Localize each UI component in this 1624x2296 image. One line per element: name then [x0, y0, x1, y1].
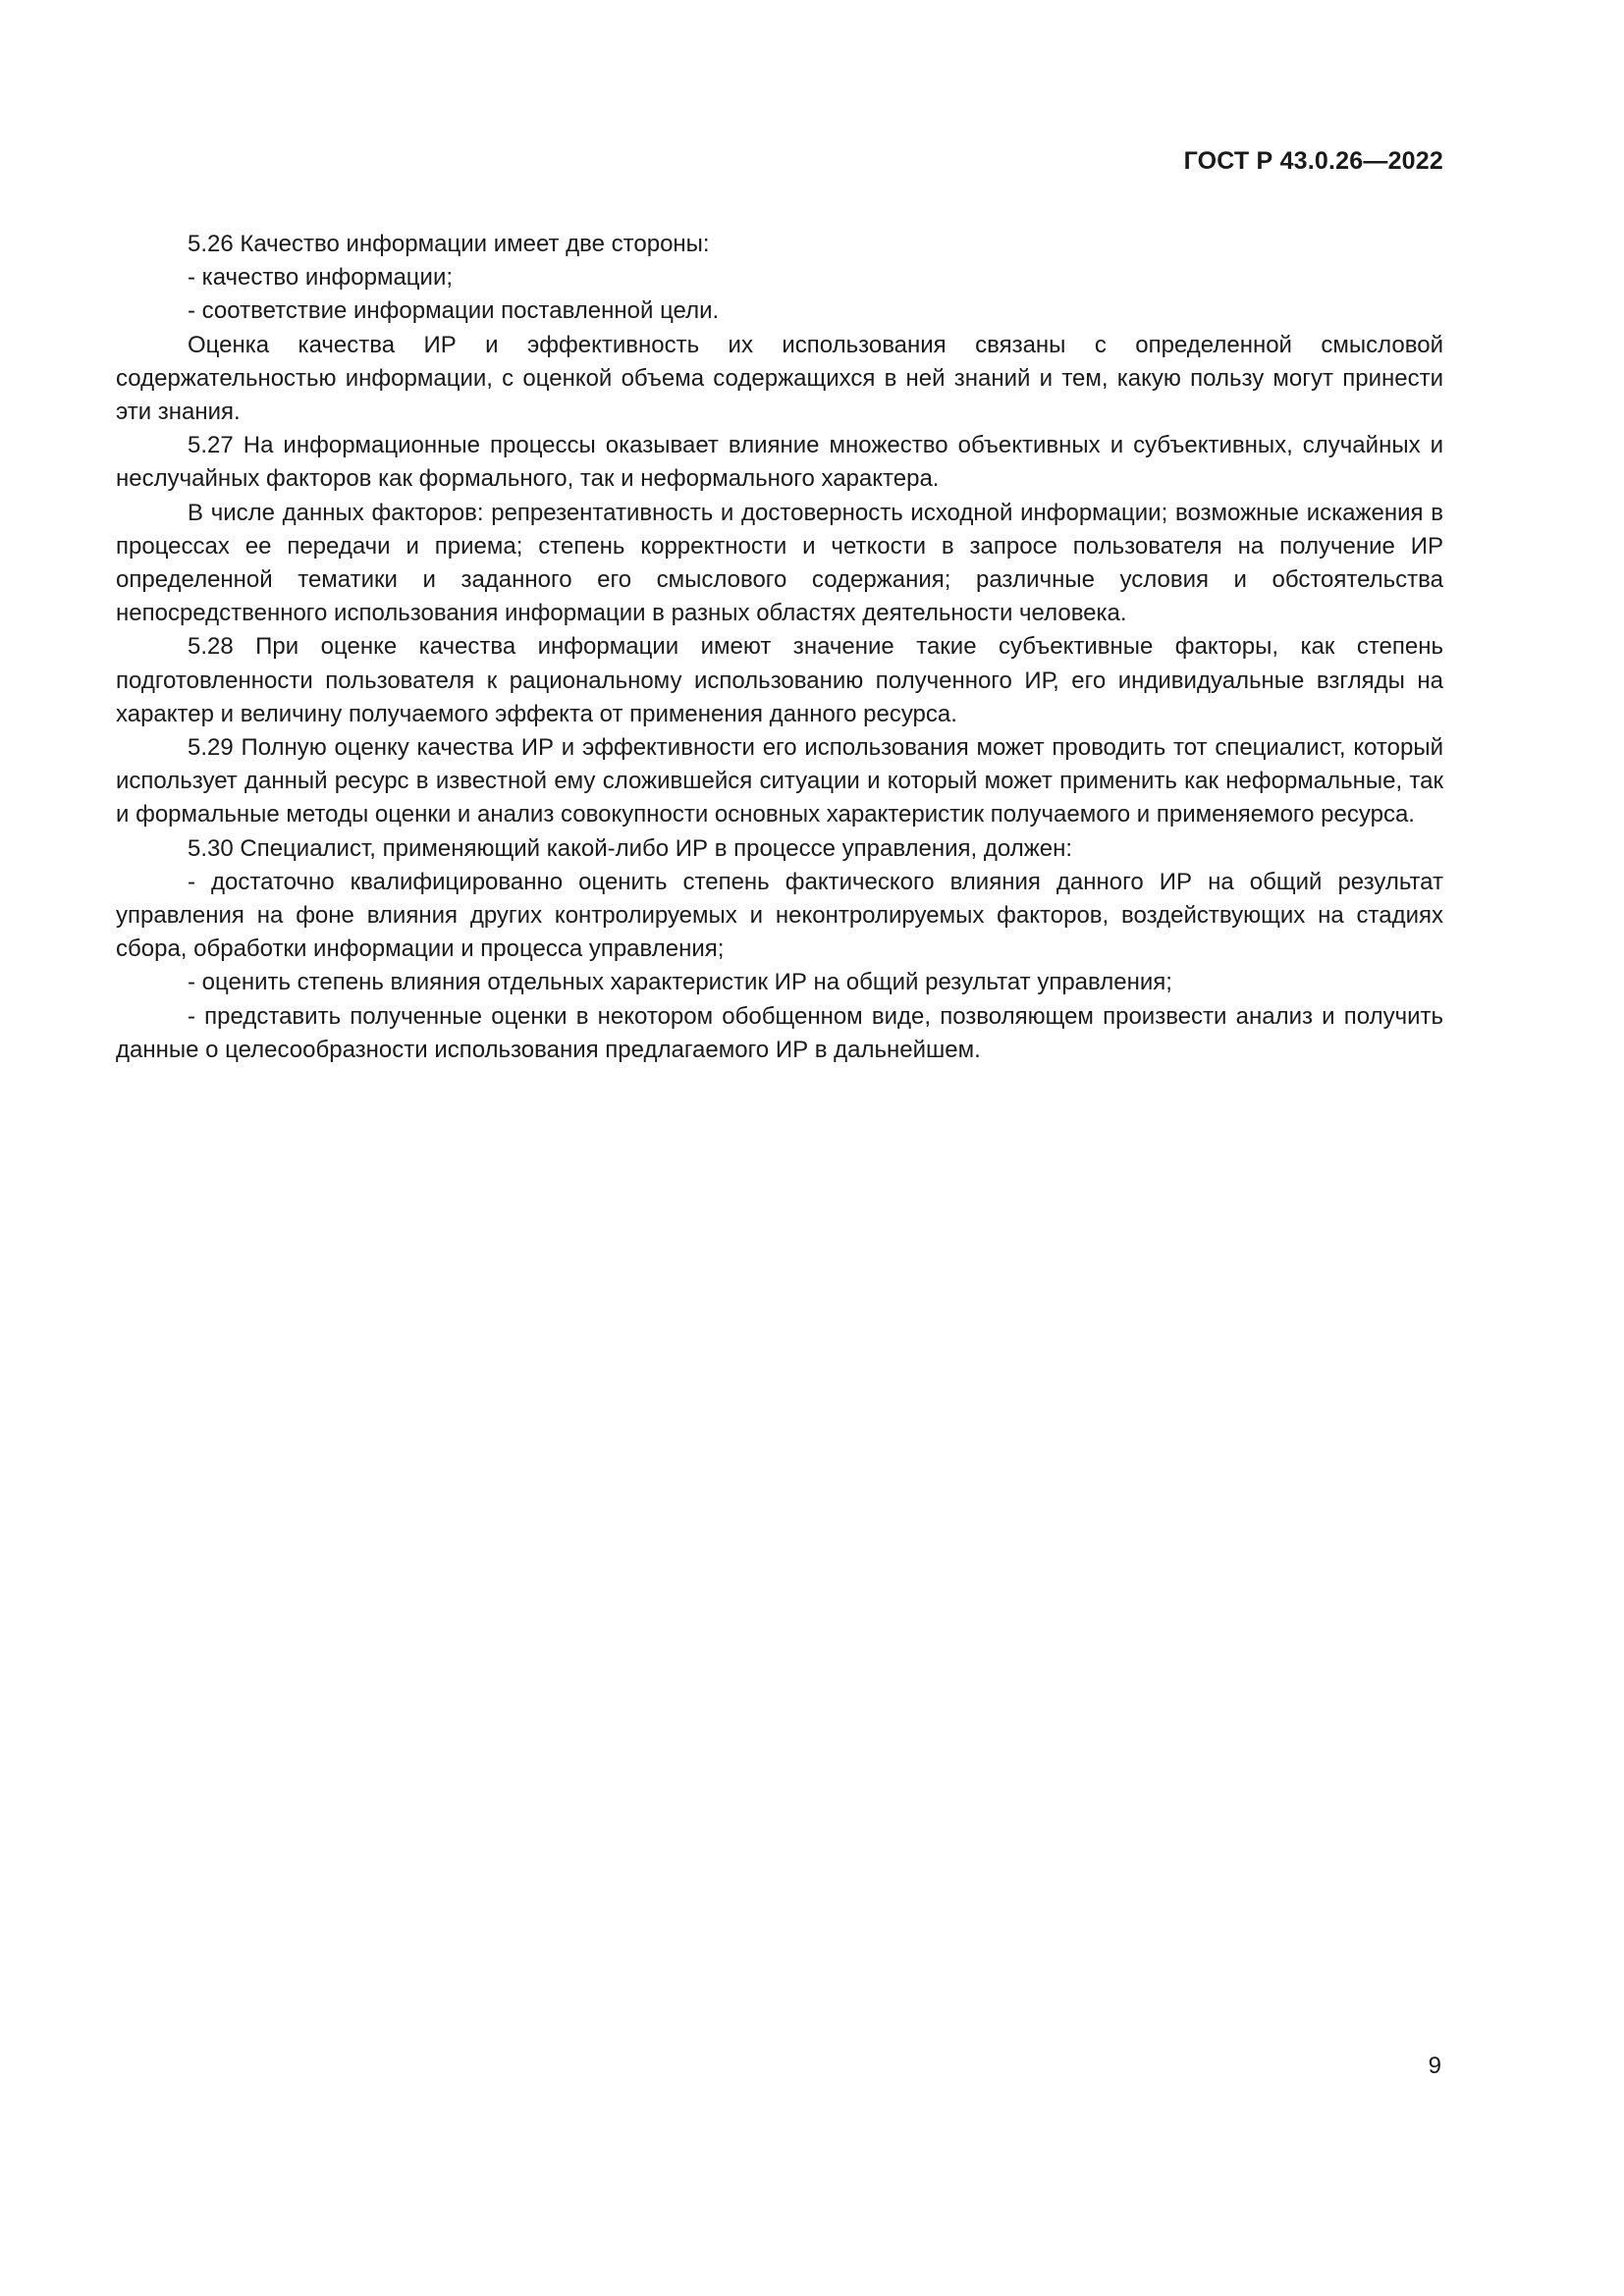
- paragraph-5-30: 5.30 Специалист, применяющий какой-либо ИР в процессе управления, должен:: [188, 834, 1073, 862]
- paragraph-5-29: 5.29 Полную оценку качества ИР и эффективности его использования может проводить тот специалист, который использует данный ресурс в известной ему сложившейся ситуации и который может применить как неформальные, так и формальные методы оценки и анализ совокупности основных характеристик получаемого и применяемого ресурса.: [116, 734, 1443, 828]
- list-item-assess-characteristics: - оценить степень влияния отдельных характеристик ИР на общий результат управления;: [188, 969, 1172, 996]
- list-item-assess-influence: - достаточно квалифицированно оценить степень фактического влияния данного ИР на общий результат управления на фоне влияния других контролируемых и неконтролируемых факторов, воздействующих на стадиях сбора, обработки информации и процесса управления;: [116, 868, 1443, 963]
- list-item-quality: - качество информации;: [188, 264, 454, 292]
- standard-code-header: ГОСТ Р 43.0.26—2022: [1183, 147, 1443, 175]
- list-item-present-estimates: - представить полученные оценки в некотором обобщенном виде, позволяющем произвести анализ и получить данные о целесообразности использования предлагаемого ИР в дальнейшем.: [116, 1002, 1443, 1063]
- paragraph-5-28: 5.28 При оценке качества информации имеют значение такие субъективные факторы, как степень подготовленности пользователя к рациональному использованию полученного ИР, его индивидуальные взгляды на характер и величину получаемого эффекта от применения данного ресурса.: [116, 633, 1443, 727]
- page-number: 9: [1428, 2053, 1441, 2079]
- paragraph-5-27: 5.27 На информационные процессы оказывает влияние множество объективных и субъективных, случайных и неслучайных факторов как формального, так и неформального характера.: [116, 432, 1443, 493]
- list-item-compliance: - соответствие информации поставленной цели.: [188, 297, 720, 325]
- paragraph-5-26: 5.26 Качество информации имеет две стороны:: [188, 231, 710, 257]
- document-body: [116, 228, 1443, 1067]
- paragraph-factors: В числе данных факторов: репрезентативность и достоверность исходной информации; возможные искажения в процессах ее передачи и приема; степень корректности и четкости в запросе пользователя на получение ИР определенной тематики и заданного его смыслового содержания; различные условия и обстоятельства непосредственного использования информации в разных областях деятельности человека.: [116, 499, 1443, 627]
- paragraph-evaluation: Оценка качества ИР и эффективность их использования связаны с определенной смысловой содержательностью информации, с оценкой объема содержащихся в ней знаний и тем, какую пользу могут принести эти знания.: [116, 331, 1443, 426]
